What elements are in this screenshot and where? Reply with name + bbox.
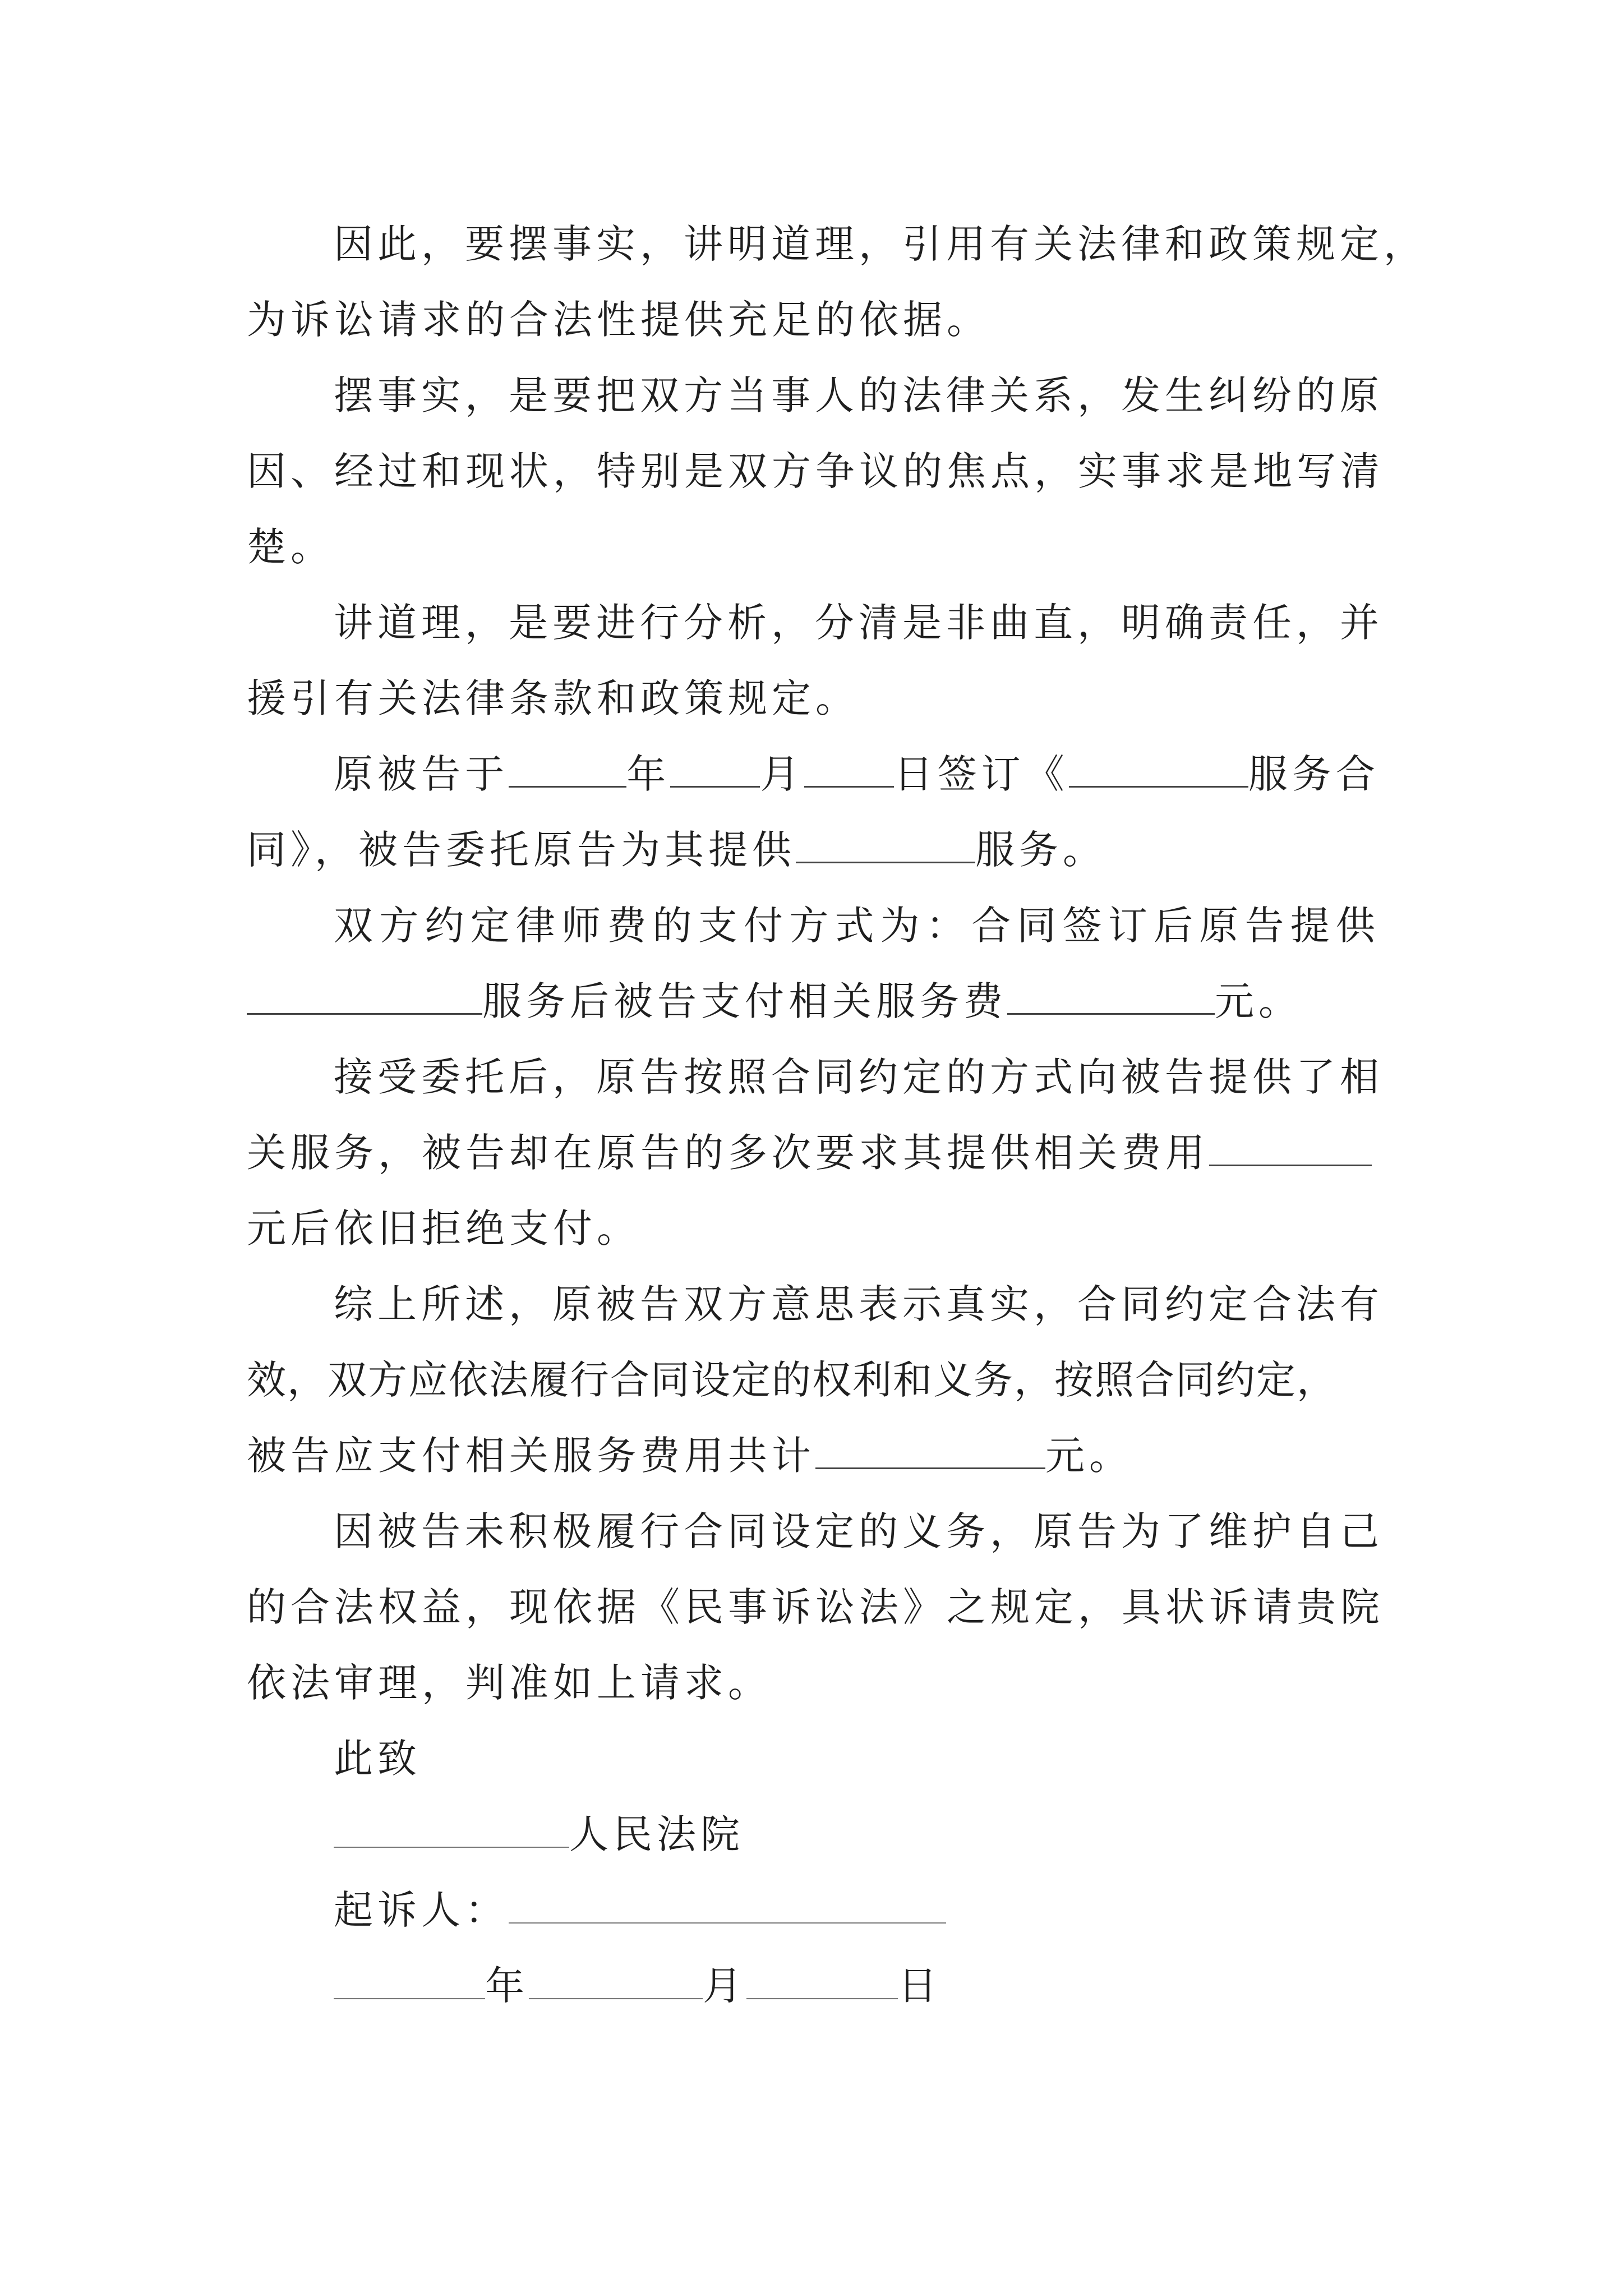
closing-salutation: 此致 [334,1736,421,1782]
blank-sign-day-field[interactable] [746,1961,898,1999]
paragraph-1-line-2: 为诉讼请求的合法性提供充足的依据。 [247,297,990,343]
paragraph-5-text-b: 元。 [1215,978,1302,1024]
paragraph-4-text-c: 月 [760,751,804,797]
paragraph-7-text-b: 元。 [1045,1433,1133,1479]
paragraph-4-text-b: 年 [626,751,671,797]
blank-contract-name-field[interactable] [1069,749,1248,788]
paragraph-5-line-2 [247,973,1380,1029]
paragraph-2-line-1: 摆事实，是要把双方当事人的法律关系，发生纠纷的原 [334,372,1384,418]
closing-date-line [334,1958,1380,2014]
paragraph-2-line-3: 楚。 [247,524,334,570]
paragraph-5-line-1: 双方约定律师费的支付方式为：合同签订后原告提供 [334,903,1380,949]
closing-court-line [334,1806,1380,1862]
paragraph-5-text-a: 服务后被告支付相关服务费 [482,978,1007,1024]
blank-sign-month-field[interactable] [529,1961,703,1999]
paragraph-4-text-e: 服务合 [1248,751,1380,797]
blank-fee-amount-field[interactable] [1007,976,1215,1015]
paragraph-8-line-3: 依法审理，判准如上请求。 [247,1660,772,1706]
date-month-label: 月 [703,1963,746,2009]
blank-court-name-field[interactable] [334,1810,569,1848]
paragraph-6-line-2 [247,1125,1380,1181]
blank-sign-year-field[interactable] [334,1961,485,1999]
blank-total-amount-field[interactable] [815,1430,1045,1469]
paragraph-7-line-1: 综上所述，原被告双方意思表示真实，合同约定合法有 [334,1281,1384,1327]
blank-year-field[interactable] [509,749,626,788]
paragraph-4-line-2 [247,822,1380,878]
paragraph-1-line-1: 因此，要摆事实，讲明道理，引用有关法律和政策规定， [334,221,1427,267]
plaintiff-label: 起诉人： [334,1887,509,1933]
blank-cost-amount-field[interactable] [1209,1128,1372,1166]
court-suffix: 人民法院 [569,1811,744,1857]
blank-day-field[interactable] [804,749,894,788]
paragraph-3-line-2: 援引有关法律条款和政策规定。 [247,675,859,721]
paragraph-7-text-a: 被告应支付相关服务费用共计 [247,1433,815,1479]
blank-month-field[interactable] [670,749,760,788]
blank-service-type-field[interactable] [247,976,482,1015]
paragraph-6-line-3: 元后依旧拒绝支付。 [247,1205,640,1251]
paragraph-4-text-g: 服务。 [975,827,1106,873]
paragraph-3-line-1: 讲道理，是要进行分析，分清是非曲直，明确责任，并 [334,600,1384,646]
paragraph-2-line-2: 因、经过和现状，特别是双方争议的焦点，实事求是地写清 [247,448,1384,494]
paragraph-4-line-1 [334,746,1380,802]
paragraph-4-text-d: 日签订《 [893,751,1069,797]
paragraph-6-text-l2: 关服务，被告却在原告的多次要求其提供相关费用 [247,1130,1209,1176]
paragraph-6-line-1: 接受委托后，原告按照合同约定的方式向被告提供了相 [334,1054,1384,1100]
paragraph-7-line-2: 效，双方应依法履行合同设定的权利和义务，按照合同约定， [247,1357,1337,1403]
blank-plaintiff-field[interactable] [509,1885,946,1924]
paragraph-8-line-2: 的合法权益，现依据《民事诉讼法》之规定，具状诉请贵院 [247,1584,1384,1630]
paragraph-4-text-a: 原被告于 [334,751,509,797]
paragraph-8-line-1: 因被告未积极履行合同设定的义务，原告为了维护自己 [334,1508,1384,1554]
closing-plaintiff-line [334,1882,1380,1938]
paragraph-7-line-3 [247,1428,1380,1484]
paragraph-4-text-f: 同》，被告委托原告为其提供 [247,827,796,873]
date-year-label: 年 [485,1963,529,2009]
blank-service-field[interactable] [796,825,975,863]
date-day-label: 日 [898,1963,942,2009]
